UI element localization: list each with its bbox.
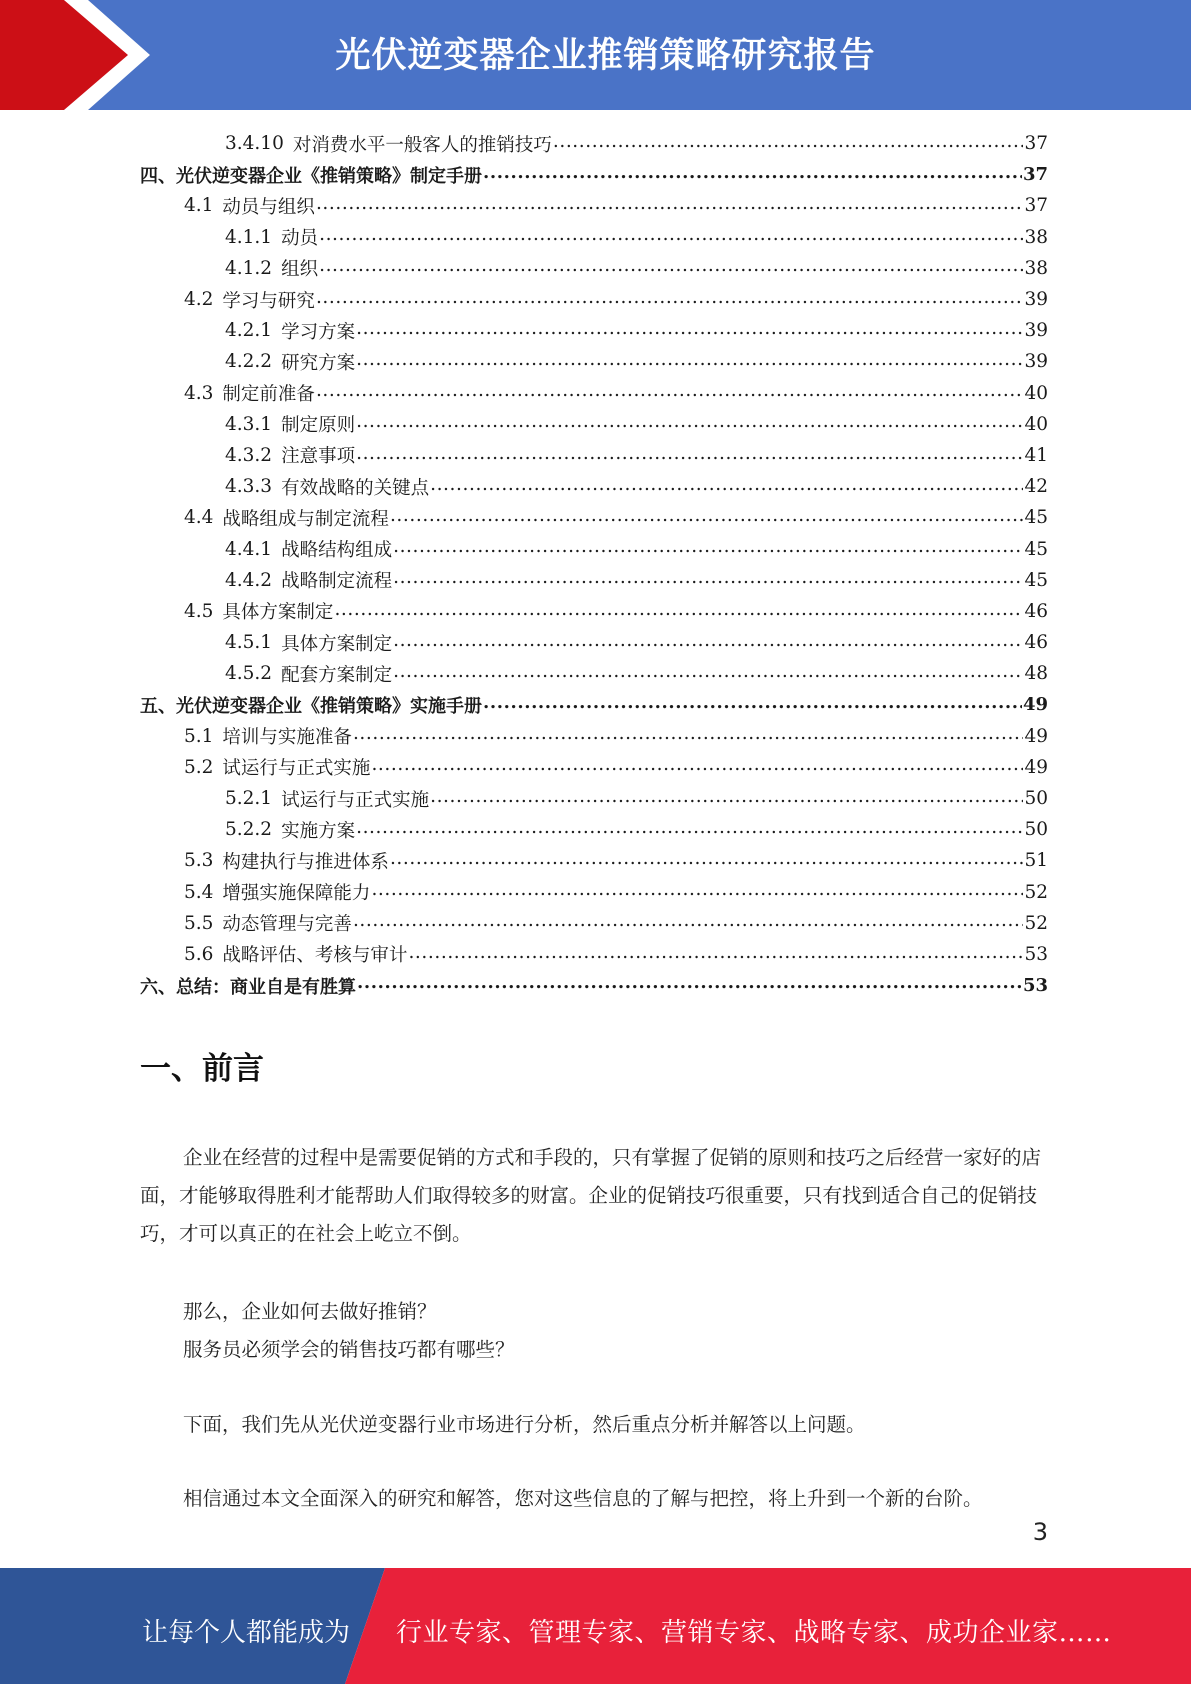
toc-entry-number: 4.2 [184, 289, 214, 311]
toc-entry-title: 注意事项 [281, 446, 356, 468]
toc-dot-leader [390, 507, 1024, 529]
toc-entry-page: 50 [1024, 819, 1048, 841]
toc-entry-title: 学习方案 [281, 321, 356, 343]
toc-entry-page: 41 [1024, 444, 1048, 466]
toc-dot-leader [356, 351, 1023, 373]
toc-entry-title: 战略评估、考核与审计 [222, 945, 408, 967]
toc-dot-leader [393, 569, 1023, 591]
toc-entry-title: 制定前准备 [222, 384, 315, 406]
toc-entry-title: 制定原则 [281, 415, 356, 437]
toc-entry-title: 构建执行与推进体系 [222, 851, 389, 873]
toc-entry[interactable] [140, 190, 1048, 221]
toc-entry-number: 5.4 [184, 881, 214, 903]
toc-entry-number: 4.3.3 [225, 476, 273, 498]
toc-dot-leader [393, 632, 1023, 654]
toc-entry-page: 39 [1024, 351, 1048, 373]
toc-entry-number: 3.4.10 [225, 133, 284, 155]
header-banner [0, 0, 1191, 110]
toc-entry[interactable] [140, 253, 1048, 284]
toc-dot-leader [357, 975, 1022, 997]
toc-entry[interactable] [140, 378, 1048, 409]
analysis-paragraph-block [140, 1406, 1048, 1444]
toc-dot-leader [356, 320, 1023, 342]
toc-entry-title: 增强实施保障能力 [222, 883, 371, 905]
toc-entry-number: 4.5.2 [225, 663, 273, 685]
toc-entry-number: 5.2.2 [225, 819, 273, 841]
toc-dot-leader [356, 819, 1023, 841]
toc-entry-title: 实施方案 [281, 820, 356, 842]
toc-entry[interactable] [140, 658, 1048, 689]
intro-paragraph-block [140, 1139, 1048, 1253]
toc-entry-title: 试运行与正式实施 [281, 789, 430, 811]
toc-entry-number: 4.4.2 [225, 569, 273, 591]
toc-entry-number: 4.5.1 [225, 632, 273, 654]
toc-entry-title: 具体方案制定 [281, 633, 393, 655]
toc-entry-number: 4.3.1 [225, 413, 273, 435]
toc-entry-page: 52 [1024, 881, 1048, 903]
toc-entry-number: 4.3.2 [225, 444, 273, 466]
toc-entry-page: 39 [1024, 320, 1048, 342]
toc-entry-title: 学习与研究 [222, 290, 315, 312]
toc-entry-title: 动态管理与完善 [222, 914, 352, 936]
toc-entry[interactable] [140, 565, 1048, 596]
toc-dot-leader [316, 195, 1024, 217]
toc-entry[interactable] [140, 346, 1048, 377]
table-of-contents [140, 128, 1048, 1001]
toc-dot-leader [316, 382, 1024, 404]
toc-entry-page: 40 [1024, 413, 1048, 435]
toc-entry-number: 5.6 [184, 943, 214, 965]
toc-entry[interactable] [140, 222, 1048, 253]
toc-dot-leader [553, 133, 1024, 155]
report-title: 光伏逆变器企业推销策略研究报告 [335, 36, 876, 76]
toc-dot-leader [390, 850, 1024, 872]
toc-entry-title: 战略结构组成 [281, 540, 393, 562]
analysis-paragraph: 下面，我们先从光伏逆变器行业市场进行分析，然后重点分析并解答以上问题。 [183, 1413, 866, 1436]
toc-entry[interactable] [140, 596, 1048, 627]
toc-entry-page: 49 [1022, 694, 1048, 716]
toc-entry[interactable] [140, 284, 1048, 315]
toc-entry-page: 49 [1024, 756, 1048, 778]
toc-entry-page: 52 [1024, 912, 1048, 934]
toc-entry[interactable] [140, 128, 1048, 159]
toc-entry-number: 4.1 [184, 195, 214, 217]
toc-entry[interactable] [140, 409, 1048, 440]
footer-slogan-right: 行业专家、管理专家、营销专家、战略专家、成功企业家…… [396, 1618, 1112, 1648]
toc-entry-title: 组织 [281, 259, 319, 281]
toc-entry-page: 46 [1024, 600, 1048, 622]
toc-entry-title: 有效战略的关键点 [281, 477, 430, 499]
toc-entry-number: 4.2.1 [225, 320, 273, 342]
toc-entry-number: 4.4 [184, 507, 214, 529]
toc-entry-title: 培训与实施准备 [222, 727, 352, 749]
toc-entry[interactable] [140, 877, 1048, 908]
toc-entry-title: 配套方案制定 [281, 664, 393, 686]
toc-entry[interactable] [140, 783, 1048, 814]
toc-entry-title: 四、光伏逆变器企业《推销策略》制定手册 [140, 165, 482, 187]
toc-entry-number: 5.3 [184, 850, 214, 872]
toc-dot-leader [371, 881, 1023, 903]
toc-dot-leader [353, 725, 1024, 747]
footer-slogan-left: 让每个人都能成为 [142, 1618, 351, 1648]
toc-entry[interactable] [140, 471, 1048, 502]
page-number: 3 [1032, 1518, 1048, 1546]
toc-entry[interactable] [140, 440, 1048, 471]
toc-entry-title: 试运行与正式实施 [222, 758, 371, 780]
toc-entry-title: 动员 [281, 228, 319, 250]
closing-paragraph: 相信通过本文全面深入的研究和解答，您对这些信息的了解与把控，将上升到一个新的台阶。 [183, 1487, 983, 1510]
toc-entry-title: 具体方案制定 [222, 602, 334, 624]
toc-entry-title: 研究方案 [281, 352, 356, 374]
toc-entry-page: 39 [1024, 289, 1048, 311]
toc-entry[interactable] [140, 721, 1048, 752]
toc-entry[interactable] [140, 533, 1048, 564]
toc-entry-number: 4.5 [184, 600, 214, 622]
question-line: 那么，企业如何去做好推销？ [183, 1300, 437, 1323]
toc-entry-title: 六、总结：商业自是有胜算 [140, 976, 356, 998]
toc-entry[interactable] [140, 845, 1048, 876]
toc-entry-page: 45 [1024, 507, 1048, 529]
toc-entry-page: 37 [1024, 195, 1048, 217]
toc-entry[interactable] [140, 814, 1048, 845]
toc-dot-leader [334, 600, 1023, 622]
toc-entry[interactable] [140, 627, 1048, 658]
toc-entry-title: 对消费水平一般客人的推销技巧 [292, 134, 552, 156]
closing-paragraph-block [140, 1480, 1048, 1518]
toc-dot-leader [371, 756, 1023, 778]
toc-dot-leader [430, 476, 1023, 498]
toc-entry-number: 4.3 [184, 382, 214, 404]
toc-dot-leader [353, 912, 1024, 934]
toc-dot-leader [356, 413, 1023, 435]
toc-entry-page: 50 [1024, 788, 1048, 810]
toc-entry-number: 5.2 [184, 756, 214, 778]
toc-entry-number: 4.2.2 [225, 351, 273, 373]
toc-entry-page: 51 [1024, 850, 1048, 872]
toc-entry-title: 战略制定流程 [281, 571, 393, 593]
toc-entry-page: 37 [1022, 164, 1048, 186]
toc-entry[interactable] [140, 159, 1048, 190]
toc-dot-leader [393, 538, 1023, 560]
toc-entry-page: 45 [1024, 538, 1048, 560]
toc-entry-number: 5.1 [184, 725, 214, 747]
toc-dot-leader [483, 164, 1022, 186]
section-heading: 一、前言 [140, 1051, 264, 1087]
footer-banner [0, 1568, 1191, 1684]
intro-paragraph: 企业在经营的过程中是需要促销的方式和手段的，只有掌握了促销的原则和技巧之后经营一家好的店面，才能够取得胜利才能帮助人们取得较多的财富。企业的促销技巧很重要，只有找到适合自己的促销技巧，才可以真正的在社会上屹立不倒。 [140, 1146, 1042, 1245]
toc-entry[interactable] [140, 970, 1048, 1001]
toc-entry-page: 40 [1024, 382, 1048, 404]
toc-entry-number: 5.5 [184, 912, 214, 934]
toc-dot-leader [483, 694, 1022, 716]
toc-entry-page: 46 [1024, 632, 1048, 654]
question-line: 服务员必须学会的销售技巧都有哪些？ [183, 1338, 515, 1361]
toc-entry[interactable] [140, 752, 1048, 783]
toc-entry-number: 4.1.2 [225, 257, 273, 279]
toc-entry-page: 38 [1024, 226, 1048, 248]
toc-entry-page: 45 [1024, 569, 1048, 591]
toc-entry[interactable] [140, 908, 1048, 939]
toc-dot-leader [408, 943, 1023, 965]
toc-dot-leader [319, 257, 1023, 279]
toc-entry-page: 42 [1024, 476, 1048, 498]
toc-entry-page: 49 [1024, 725, 1048, 747]
toc-entry-page: 37 [1024, 133, 1048, 155]
toc-entry[interactable] [140, 502, 1048, 533]
toc-entry-title: 战略组成与制定流程 [222, 508, 389, 530]
questions-block [140, 1293, 1048, 1369]
toc-dot-leader [393, 663, 1023, 685]
toc-dot-leader [316, 288, 1024, 310]
toc-entry[interactable] [140, 939, 1048, 970]
toc-dot-leader [356, 444, 1023, 466]
toc-entry-title: 动员与组织 [222, 196, 315, 218]
toc-entry-page: 53 [1022, 975, 1048, 997]
toc-entry-page: 48 [1024, 663, 1048, 685]
toc-dot-leader [319, 226, 1023, 248]
toc-dot-leader [430, 787, 1023, 809]
toc-entry[interactable] [140, 689, 1048, 720]
toc-entry[interactable] [140, 315, 1048, 346]
toc-entry-number: 4.4.1 [225, 538, 273, 560]
toc-entry-title: 五、光伏逆变器企业《推销策略》实施手册 [140, 695, 482, 717]
toc-entry-page: 38 [1024, 257, 1048, 279]
toc-entry-number: 4.1.1 [225, 226, 273, 248]
toc-entry-number: 5.2.1 [225, 788, 273, 810]
toc-entry-page: 53 [1024, 943, 1048, 965]
